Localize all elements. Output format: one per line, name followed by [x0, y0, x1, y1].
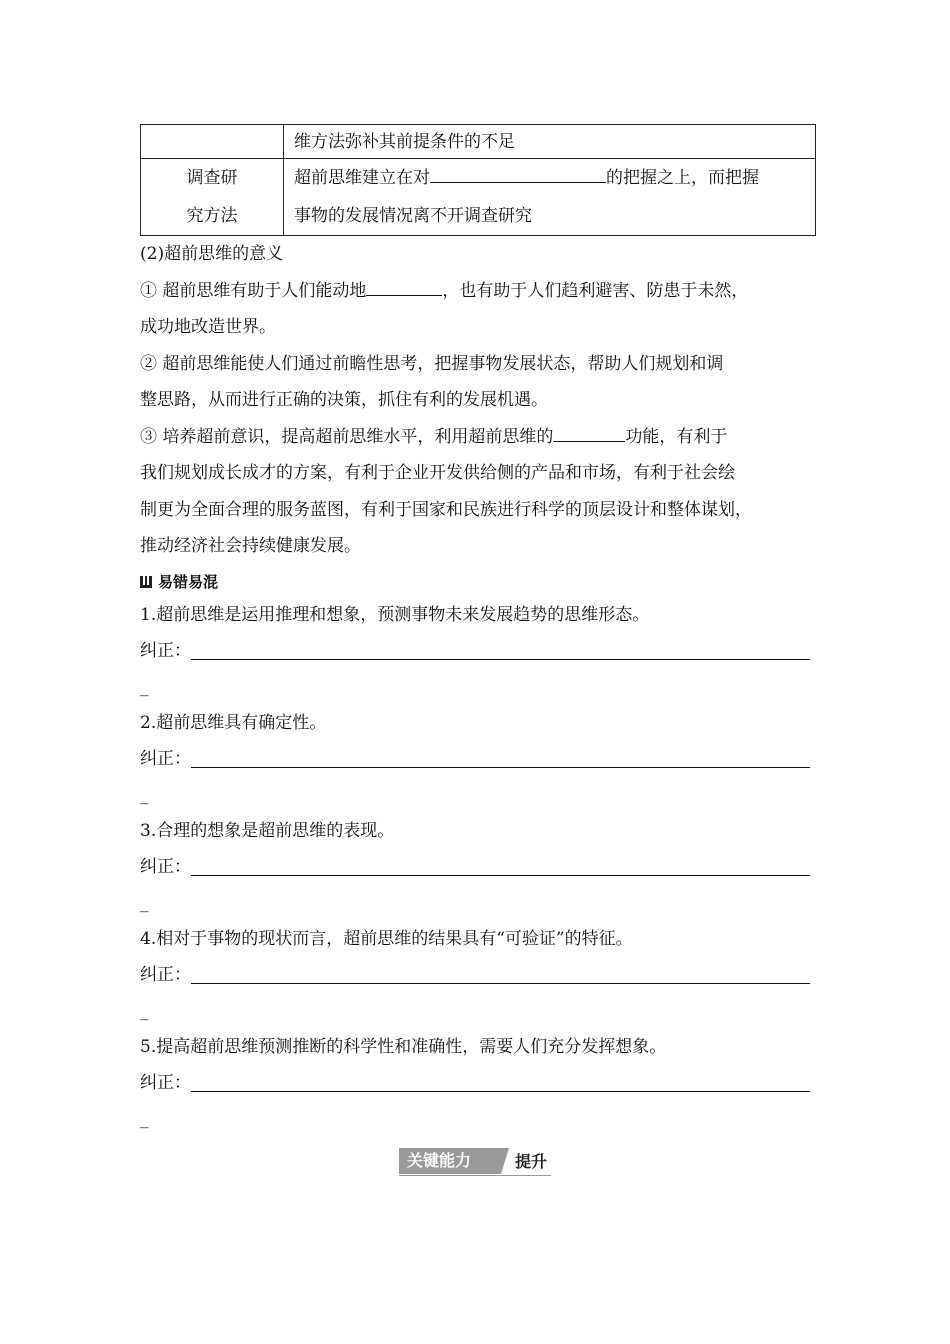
fill-blank	[553, 424, 625, 442]
table-row	[141, 125, 816, 159]
answer-continuation: _	[140, 1108, 149, 1129]
correction-label: 纠正：	[140, 856, 191, 877]
correction-label: 纠正：	[140, 640, 191, 661]
correction-line[interactable]	[140, 957, 816, 993]
table-cell-empty	[141, 125, 284, 159]
table-cell-label	[141, 159, 284, 236]
cell-text-line	[294, 159, 815, 197]
page-content	[140, 124, 816, 1137]
paragraph-line: 推动经济社会持续健康发展。	[140, 536, 361, 556]
footer-banner-right: 提升	[515, 1152, 548, 1171]
paragraph-line: 制更为全面合理的服务蓝图，有利于国家和民族进行科学的顶层设计和整体谋划，	[140, 499, 752, 520]
book-icon	[140, 576, 152, 588]
footer-banner-underline	[399, 1175, 551, 1176]
cell-text-line: 事物的发展情况离不开调查研究	[294, 206, 532, 226]
error-item-statement: 3.合理的想象是超前思维的表现。	[140, 820, 395, 841]
correction-line[interactable]	[140, 1065, 816, 1101]
fill-blank	[430, 165, 606, 183]
error-item-statement: 1.超前思维是运用推理和想象，预测事物未来发展趋势的思维形态。	[140, 604, 650, 625]
table-cell	[284, 159, 816, 236]
error-item-statement: 4.相对于事物的现状而言，超前思维的结果具有“可验证”的特征。	[140, 928, 633, 949]
table-cell: 维方法弥补其前提条件的不足	[284, 125, 816, 159]
methods-table	[140, 124, 816, 236]
error-item-statement: 5.提高超前思维预测推断的科学性和准确性，需要人们充分发挥想象。	[140, 1036, 667, 1057]
paragraph-text: 功能，有利于	[625, 426, 728, 447]
footer-banner-left: 关键能力	[399, 1148, 501, 1174]
paragraph-line	[140, 273, 816, 310]
paragraph-line: 整思路，从而进行正确的决策，抓住有利的发展机遇。	[140, 390, 548, 410]
error-item-statement: 2.超前思维具有确定性。	[140, 712, 327, 733]
answer-continuation: _	[140, 892, 149, 913]
correction-line[interactable]	[140, 633, 816, 669]
cell-label-line: 调查研	[186, 168, 238, 188]
footer-banner	[399, 1145, 551, 1176]
correction-label: 纠正：	[140, 748, 191, 769]
paragraph-line: ② 超前思维能使人们通过前瞻性思考，把握事物发展状态，帮助人们规划和调	[140, 353, 724, 374]
cell-text: 的把握之上，而把握	[606, 168, 759, 188]
paragraph-text: ③ 培养超前意识，提高超前思维水平，利用超前思维的	[140, 426, 554, 447]
correction-label: 纠正：	[140, 964, 191, 985]
paragraph-line	[140, 419, 816, 456]
correction-line[interactable]	[140, 741, 816, 777]
answer-blank[interactable]	[191, 659, 810, 660]
answer-blank[interactable]	[191, 983, 810, 984]
answer-blank[interactable]	[191, 875, 810, 876]
correction-line[interactable]	[140, 849, 816, 885]
paragraph-text: ① 超前思维有助于人们能动地	[140, 280, 367, 301]
cell-text: 超前思维建立在对	[294, 168, 430, 188]
cell-label-line: 究方法	[186, 206, 238, 226]
error-list	[140, 597, 816, 1137]
paragraph-text: ，也有助于人们趋利避害、防患于未然，	[442, 280, 749, 301]
section-heading-text: 易错易混	[158, 573, 219, 591]
answer-blank[interactable]	[191, 1091, 810, 1092]
fill-blank	[366, 278, 442, 296]
paragraph-line: 我们规划成长成才的方案，有利于企业开发供给侧的产品和市场，有利于社会绘	[140, 463, 735, 483]
footer-banner-slash	[501, 1148, 509, 1174]
answer-continuation: _	[140, 1000, 149, 1021]
section-heading-errors	[140, 567, 816, 597]
correction-label: 纠正：	[140, 1072, 191, 1093]
answer-blank[interactable]	[191, 767, 810, 768]
table-row	[141, 159, 816, 236]
paragraph-line: 成功地改造世界。	[140, 317, 276, 337]
section-title: (2)超前思维的意义	[140, 244, 284, 264]
answer-continuation: _	[140, 676, 149, 697]
answer-continuation: _	[140, 784, 149, 805]
